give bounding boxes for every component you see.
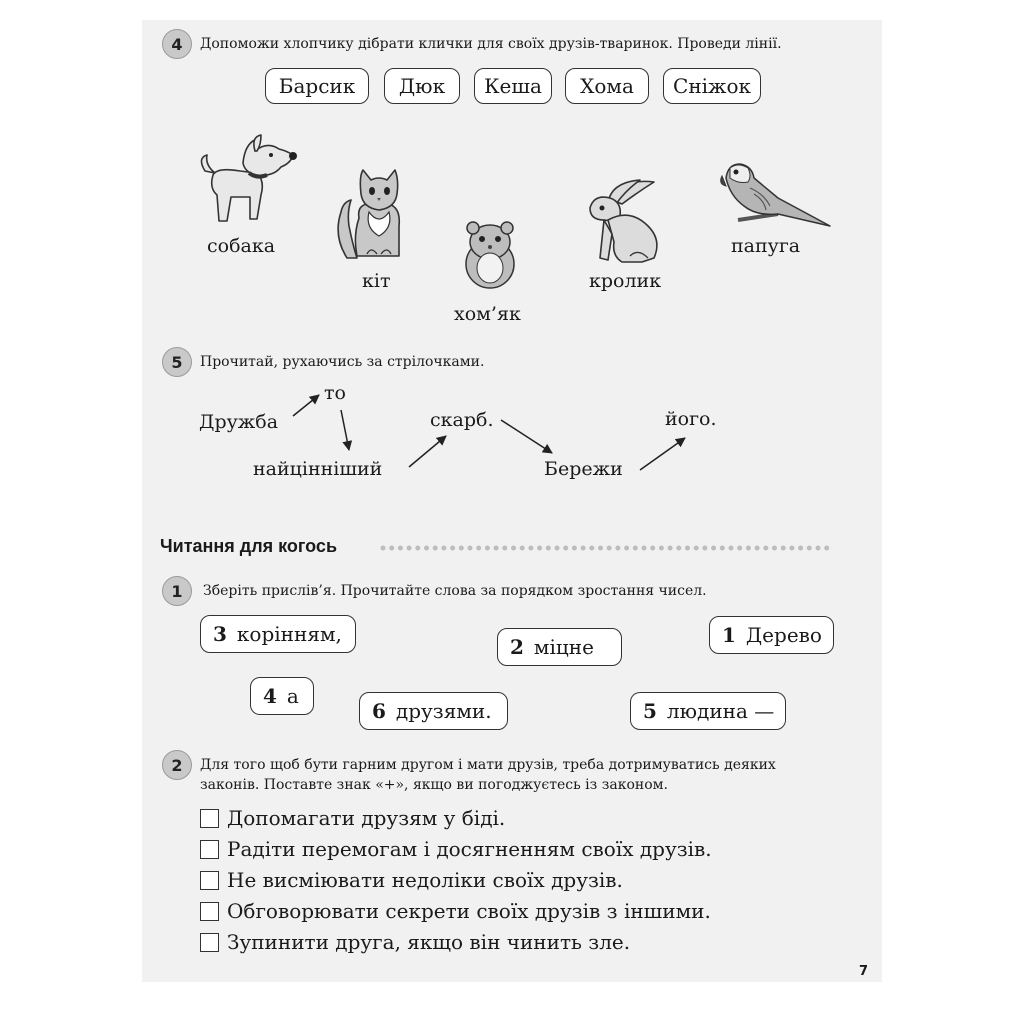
flow-word-3: найцінніший (253, 458, 383, 480)
proverb-card[interactable] (709, 616, 834, 654)
flow-word-4: скарб. (430, 409, 494, 431)
proverb-card[interactable] (630, 692, 786, 730)
law-checkbox[interactable] (200, 871, 219, 890)
card-number: 2 (510, 635, 524, 659)
proverb-card[interactable] (200, 615, 356, 653)
flow-word-5: Бережи (544, 458, 623, 480)
task-2-number: 2 (162, 750, 192, 780)
task-5-instruction: Прочитай, рухаючись за стрілочками. (200, 354, 485, 370)
law-text: Допомагати друзям у біді. (227, 806, 506, 830)
law-item (200, 805, 505, 831)
proverb-card[interactable] (250, 677, 314, 715)
law-checkbox[interactable] (200, 809, 219, 828)
task-4-instruction: Допоможи хлопчику дібрати клички для своїх друзів-тваринок. Проведи лінії. (200, 36, 782, 52)
name-card-kesha[interactable]: Кеша (474, 68, 552, 104)
section-title: Читання для когось (160, 536, 338, 556)
task-2-instruction-line-1: Для того щоб бути гарним другом і мати друзів, треба дотримуватись деяких (200, 757, 776, 773)
animal-label-hamster: хом’як (454, 303, 521, 325)
animal-label-cat: кіт (362, 270, 391, 292)
card-number: 6 (372, 699, 386, 723)
law-checkbox[interactable] (200, 933, 219, 952)
name-card-diuk[interactable]: Дюк (384, 68, 460, 104)
task-4-number: 4 (162, 29, 192, 59)
animal-label-dog: собака (207, 235, 276, 257)
card-number: 4 (263, 684, 277, 708)
arrow-5 (640, 438, 685, 470)
name-card-khoma[interactable]: Хома (565, 68, 649, 104)
name-card-barsyk[interactable]: Барсик (265, 68, 369, 104)
card-word: корінням, (236, 622, 342, 646)
law-item (200, 867, 623, 893)
task-1-instruction: Зберіть прислів’я. Прочитайте слова за порядком зростання чисел. (203, 583, 707, 599)
task-2-instruction-line-2: законів. Поставте знак «+», якщо ви погоджуєтесь із законом. (200, 777, 668, 793)
law-item (200, 898, 711, 924)
card-word: друзями. (395, 699, 492, 723)
law-text: Зупинити друга, якщо він чинить зле. (227, 930, 631, 954)
page-number: 7 (859, 964, 869, 979)
flow-word-2: то (324, 382, 346, 404)
card-number: 3 (213, 622, 227, 646)
proverb-card[interactable] (359, 692, 508, 730)
task-5-number: 5 (162, 347, 192, 377)
law-item (200, 836, 712, 862)
card-number: 1 (722, 623, 736, 647)
section-dotted-rule (380, 544, 835, 552)
card-word: людина — (666, 699, 775, 723)
arrow-3 (409, 436, 446, 467)
card-word: а (286, 684, 299, 708)
law-checkbox[interactable] (200, 840, 219, 859)
law-text: Обговорювати секрети своїх друзів з іншими. (227, 899, 711, 923)
proverb-card[interactable] (497, 628, 622, 666)
card-word: міцне (533, 635, 594, 659)
law-text: Радіти перемогам і досягненням своїх друзів. (227, 837, 712, 861)
card-word: Дерево (745, 623, 822, 647)
animal-label-parrot: папуга (731, 235, 801, 257)
name-card-snizhok[interactable]: Сніжок (663, 68, 761, 104)
flow-word-6: його. (665, 408, 717, 430)
task-1-number: 1 (162, 576, 192, 606)
law-item (200, 929, 630, 955)
animal-label-rabbit: кролик (589, 270, 662, 292)
flow-word-1: Дружба (199, 411, 279, 433)
arrow-4 (501, 420, 552, 453)
law-text: Не висміювати недоліки своїх друзів. (227, 868, 623, 892)
card-number: 5 (643, 699, 657, 723)
arrow-2 (341, 410, 349, 450)
arrow-1 (293, 395, 319, 416)
law-checkbox[interactable] (200, 902, 219, 921)
